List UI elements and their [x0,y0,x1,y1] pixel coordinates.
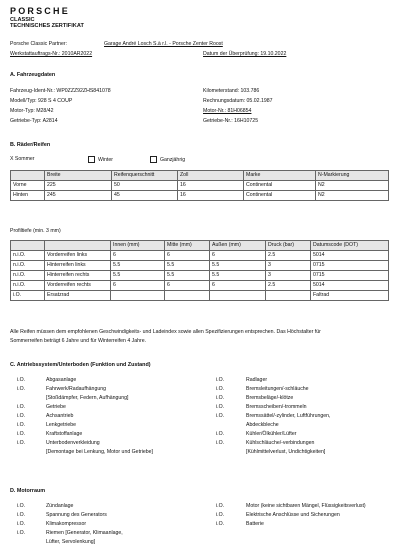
season-winter [88,156,113,163]
profile-depth-label: Profiltiefe (min. 3 mm) [10,228,61,234]
tire-header-cell: Zoll [178,171,244,181]
check-item: Kühlschläuche/-verbindungen [246,440,315,446]
tire-cell: Continental [244,191,316,201]
allyear-checkbox [150,156,157,163]
season-allyear-label: Ganzjährig [160,156,186,163]
profile-cell: i.O. [11,291,45,301]
check-item: Elektrische Anschlüsse und Sicherungen [246,512,340,518]
tire-cell: N2 [316,191,389,201]
gearbox-type: Getriebe-Typ: A2814 [10,118,58,124]
winter-checkbox [88,156,95,163]
tire-note-line1: Alle Reifen müssen dem empfohlenen Geschwindigkeits- und Ladeindex sowie allen Spezifizierungen entsprechen. Das Höchstalter für [10,329,321,335]
check-item: Bremsbeläge/-klötze [246,395,294,401]
profile-cell: 3 [266,271,311,281]
table-row [11,251,389,261]
profile-cell: 6 [165,281,210,291]
partner-value: Garage André Losch S.à r.l. - Porsche Zenter Roost [104,41,223,47]
section-b-title: B. Räder/Reifen [10,142,51,148]
check-item: Bremsscheiben/-trommeln [246,404,307,410]
status-label: i.O. [17,431,26,437]
status-label: i.O. [17,413,26,419]
profile-header-cell: Datumscode (DOT) [311,241,389,251]
table-row [11,191,389,201]
profile-cell: Ersatzrad [45,291,111,301]
tire-cell: 225 [45,181,112,191]
section-a-title: A. Fahrzeugdaten [10,72,56,78]
subtitle-classic: CLASSIC [10,17,35,23]
season-summer: X Sommer [10,156,35,162]
profile-cell: 3 [266,261,311,271]
tire-header-cell: Marke [244,171,316,181]
mileage: Kilometerstand: 103.786 [203,88,260,94]
check-item: Klimakompressor [46,521,87,527]
check-item: Kraftstoffanlage [46,431,83,437]
profile-cell: 5.5 [165,271,210,281]
status-label: i.O. [216,521,225,527]
profile-cell: 5014 [311,281,389,291]
tire-cell: Continental [244,181,316,191]
profile-cell: 6 [210,251,266,261]
check-item: Achsantrieb [46,413,74,419]
profile-table [10,240,389,301]
engine-type: Motor-Typ: M28/42 [10,108,54,114]
profile-cell: Vorderreifen links [45,251,111,261]
profile-header-cell: Druck (bar) [266,241,311,251]
status-label: i.O. [17,404,26,410]
check-item: [Demontage bei Lenkung, Motor und Getriebe] [46,449,153,455]
check-item: Riemen [Generator, Klimaanlage, [46,530,123,536]
status-label: i.O. [216,386,225,392]
check-item: Radlager [246,377,268,383]
profile-cell [210,291,266,301]
profile-cell: 5.5 [210,261,266,271]
season-allyear [150,156,185,163]
status-label: i.O. [216,440,225,446]
season-winter-label: Winter [98,156,113,163]
tire-cell: Vorne [11,181,45,191]
table-row [11,291,389,301]
status-label: i.O. [17,503,26,509]
profile-header-cell [45,241,111,251]
status-label: i.O. [17,422,26,428]
profile-cell [266,291,311,301]
profile-cell: Faltrad [311,291,389,301]
profile-cell: 5.5 [111,261,165,271]
check-item: Abdeckbleche [246,422,279,428]
status-label: i.O. [17,440,26,446]
tire-cell: 50 [112,181,178,191]
status-label: i.O. [216,512,225,518]
status-label: i.O. [216,377,225,383]
status-label: i.O. [17,530,26,536]
check-item: Zündanlage [46,503,74,509]
profile-cell: 0715 [311,271,389,281]
tire-note-line2: Sommerreifen beträgt 6 Jahre und für Winterreifen 4 Jahre. [10,338,147,344]
profile-cell: 6 [210,281,266,291]
check-item: Motor (keine sichtbaren Mängel, Flüssigkeitsverlust) [246,503,366,509]
check-item: Abgasanlage [46,377,77,383]
profile-header-cell: Innen (mm) [111,241,165,251]
profile-cell: n.i.O. [11,251,45,261]
inspection-date: Datum der Überprüfung: 19.10.2022 [203,51,287,57]
check-item: [Kühlmittelverlust, Undichtigkeiten] [246,449,326,455]
status-label: i.O. [17,386,26,392]
vin: Fahrzeug-Ident-Nr.: WP0ZZZ92ZHS841078 [10,88,111,94]
tire-table-header [11,171,389,181]
table-row [11,281,389,291]
check-item: Kühler/Ölkühler/Lüfter [246,431,297,437]
check-item: Fahrwerk/Radaufhängung [46,386,106,392]
partner-label: Porsche Classic Partner: [10,41,68,47]
profile-header-cell [11,241,45,251]
profile-cell [111,291,165,301]
tire-cell: Hinten [11,191,45,201]
porsche-logo: PORSCHE [10,6,70,16]
profile-cell: Hinterreifen rechts [45,271,111,281]
tire-header-cell: Reifenquerschnitt [112,171,178,181]
profile-cell: n.i.O. [11,281,45,291]
profile-cell: 5.5 [165,261,210,271]
status-label: i.O. [17,377,26,383]
section-d-title: D. Motorraum [10,488,46,494]
status-label: i.O. [216,413,225,419]
tire-header-cell: Breite [45,171,112,181]
profile-table-header [11,241,389,251]
profile-cell: 5.5 [111,271,165,281]
table-row [11,181,389,191]
profile-cell: n.i.O. [11,261,45,271]
section-c-title: C. Antriebssystem/Unterboden (Funktion und Zustand) [10,362,151,368]
check-item: Getriebe [46,404,66,410]
check-item: Lenkgetriebe [46,422,76,428]
tire-cell: N2 [316,181,389,191]
invoice-date: Rechnungsdatum: 05.02.1987 [203,98,273,104]
status-label: i.O. [216,395,225,401]
profile-cell: 5014 [311,251,389,261]
tire-cell: 16 [178,191,244,201]
status-label: i.O. [17,521,26,527]
check-item: Lüfter, Servolenkung] [46,539,96,545]
profile-cell: 2.5 [266,281,311,291]
profile-cell: n.i.O. [11,271,45,281]
status-label: i.O. [216,431,225,437]
order-number: Werkstattauftrags-Nr.: 2010AR2022 [10,51,93,57]
profile-header-cell: Mitte (mm) [165,241,210,251]
status-label: i.O. [17,512,26,518]
profile-cell: 0715 [311,261,389,271]
table-row [11,271,389,281]
tire-table [10,170,389,201]
check-item: Spannung des Generators [46,512,107,518]
check-item: Batterie [246,521,264,527]
status-label: i.O. [216,404,225,410]
tire-cell: 16 [178,181,244,191]
profile-cell: 6 [111,251,165,261]
table-row [11,261,389,271]
engine-number: Motor-Nr.: 81H06854 [203,108,252,114]
check-item: Bremsleitungen/-schläuche [246,386,309,392]
gearbox-number: Getriebe-Nr.: 16H10725 [203,118,259,124]
tire-cell: 45 [112,191,178,201]
check-item: Unterbodenverkleidung [46,440,100,446]
profile-cell: 6 [111,281,165,291]
tire-header-cell [11,171,45,181]
subtitle-certificate: TECHNISCHES ZERTIFIKAT [10,23,84,29]
profile-cell: Vorderreifen rechts [45,281,111,291]
model-type: Modell/Typ: 928 S 4 COUP [10,98,73,104]
check-item: Bremssättel/-zylinder, Luftführungen, [246,413,331,419]
check-item: [Stoßdämpfer, Federn, Aufhängung] [46,395,129,401]
profile-cell: 2.5 [266,251,311,261]
tire-cell: 245 [45,191,112,201]
profile-cell: 5.5 [210,271,266,281]
tire-header-cell: N-Markierung [316,171,389,181]
profile-cell: 6 [165,251,210,261]
status-label: i.O. [216,503,225,509]
profile-header-cell: Außen (mm) [210,241,266,251]
profile-cell: Hinterreifen links [45,261,111,271]
profile-cell [165,291,210,301]
